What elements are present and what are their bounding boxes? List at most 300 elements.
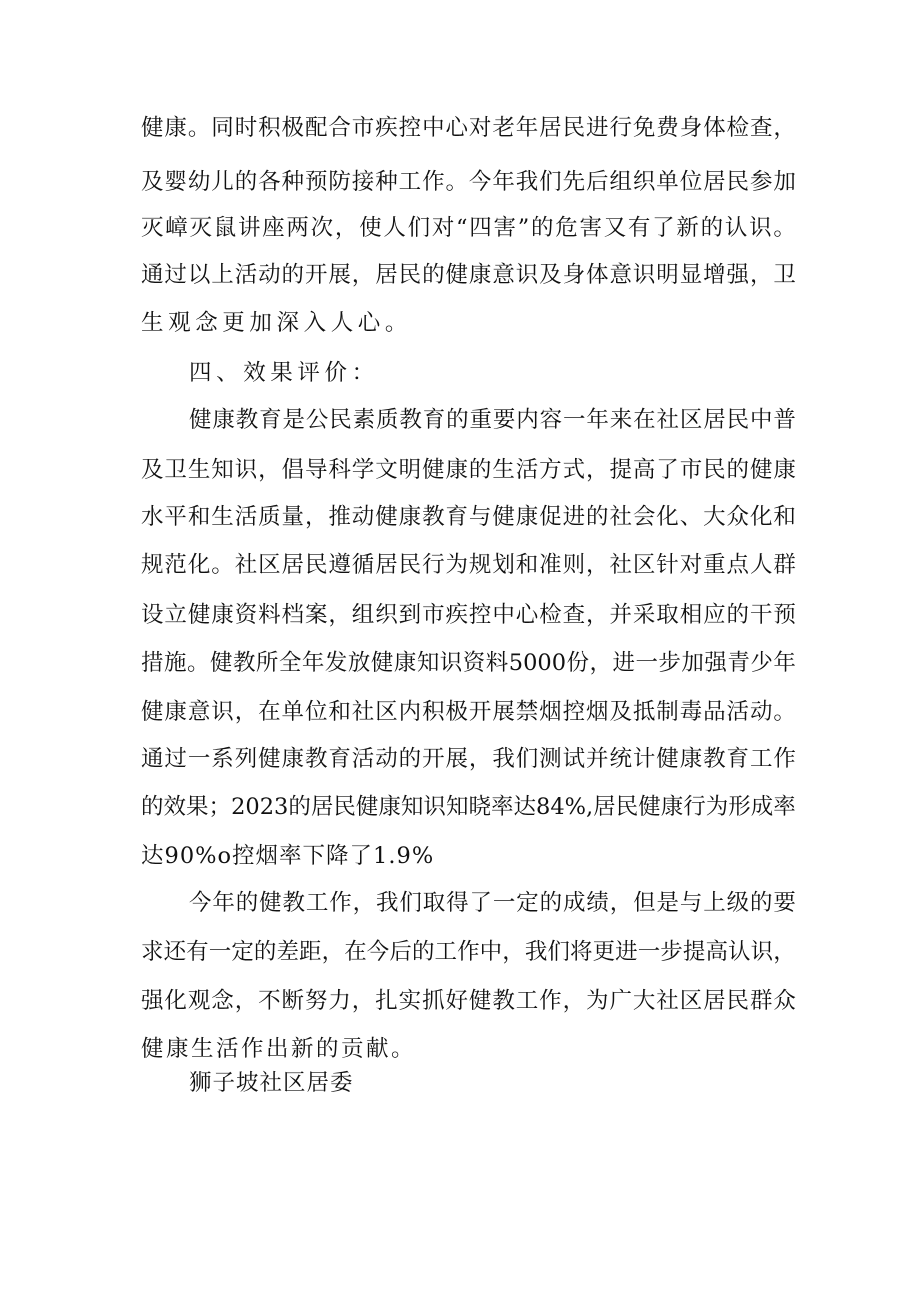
glyph: 质 xyxy=(376,407,399,433)
glyph: 卫 xyxy=(773,262,796,288)
text-line xyxy=(141,748,796,771)
glyph: 扎 xyxy=(375,988,398,1014)
glyph: 开 xyxy=(468,699,492,725)
glyph: 广 xyxy=(609,988,632,1014)
glyph: 费 xyxy=(656,115,679,141)
glyph: 工 xyxy=(515,988,539,1014)
glyph: 对 xyxy=(679,552,703,578)
glyph: 时 xyxy=(234,115,258,141)
glyph: 工 xyxy=(305,890,329,916)
glyph: 活 xyxy=(726,699,750,725)
glyph: 鼠 xyxy=(213,215,237,241)
glyph: 通 xyxy=(141,746,164,772)
glyph: 动 xyxy=(351,504,375,530)
glyph: 们 xyxy=(547,939,570,965)
glyph: ， xyxy=(586,602,609,628)
glyph: 次 xyxy=(310,215,334,241)
glyph: 案 xyxy=(304,602,328,628)
glyph: 识 xyxy=(211,699,234,725)
glyph: 公 xyxy=(305,407,329,433)
glyph: 疾 xyxy=(375,115,398,141)
glyph: 的 xyxy=(539,890,563,916)
glyph: 织 xyxy=(632,169,656,195)
glyph: 识 xyxy=(750,939,774,965)
glyph: 的 xyxy=(422,262,445,288)
glyph: 居 xyxy=(703,169,726,195)
glyph: 教 xyxy=(282,890,306,916)
glyph: 晓 xyxy=(468,794,491,820)
glyph: 使 xyxy=(359,215,382,241)
glyph: 的 xyxy=(235,890,259,916)
glyph: 我 xyxy=(524,939,548,965)
glyph: 统 xyxy=(609,746,632,772)
glyph: 资 xyxy=(462,650,486,676)
glyph: 居 xyxy=(539,115,562,141)
glyph: 们 xyxy=(515,746,539,772)
glyph: 来 xyxy=(609,407,633,433)
glyph: 健 xyxy=(375,504,398,530)
glyph: 一 xyxy=(492,890,516,916)
glyph: 作 xyxy=(773,746,796,772)
text-line: 健康生活作出新的贡献。 xyxy=(141,1036,417,1062)
glyph: 采 xyxy=(632,602,656,628)
glyph: 工 xyxy=(398,169,422,195)
glyph: 会 xyxy=(632,504,656,530)
glyph: 康 xyxy=(468,262,492,288)
text-line xyxy=(141,217,796,240)
glyph: 作 xyxy=(422,169,445,195)
glyph: 烟 xyxy=(586,699,609,725)
glyph: 康 xyxy=(773,457,796,483)
glyph: 年 xyxy=(492,169,515,195)
glyph: 相 xyxy=(679,602,703,628)
glyph: 作 xyxy=(329,890,352,916)
glyph: 民 xyxy=(726,988,750,1014)
glyph: 了 xyxy=(469,890,493,916)
glyph: 市 xyxy=(351,115,375,141)
glyph: 康 xyxy=(660,794,684,820)
glyph: 健 xyxy=(209,650,233,676)
glyph: 重 xyxy=(469,407,493,433)
glyph: 展 xyxy=(492,699,515,725)
glyph: 导 xyxy=(304,457,328,483)
glyph: 的 xyxy=(726,457,750,483)
glyph: 则 xyxy=(562,552,586,578)
glyph: 作 xyxy=(457,939,480,965)
glyph: 化 xyxy=(656,504,679,530)
glyph: 平 xyxy=(164,504,187,530)
glyph: 。 xyxy=(186,650,210,676)
glyph: 的 xyxy=(234,169,258,195)
glyph: 识 xyxy=(234,457,258,483)
glyph: 识 xyxy=(632,262,656,288)
glyph: 学 xyxy=(351,457,375,483)
glyph: 民 xyxy=(398,552,422,578)
glyph: 居 xyxy=(703,988,726,1014)
glyph: 进 xyxy=(586,115,609,141)
glyph: 生 xyxy=(492,457,515,483)
glyph: 科 xyxy=(328,457,351,483)
glyph: 健 xyxy=(258,746,281,772)
glyph: 行 xyxy=(609,115,632,141)
glyph: 讲 xyxy=(237,215,261,241)
glyph: 针 xyxy=(656,552,679,578)
glyph: 康 xyxy=(378,794,401,820)
glyph: 进 xyxy=(612,650,635,676)
glyph: 民 xyxy=(304,552,328,578)
glyph: 制 xyxy=(656,699,679,725)
glyph: 健 xyxy=(141,115,164,141)
glyph: 意 xyxy=(492,262,515,288)
glyph: 们 xyxy=(407,215,431,241)
glyph: 识 xyxy=(439,650,463,676)
glyph: 级 xyxy=(726,890,750,916)
glyph: 一 xyxy=(563,407,586,433)
glyph: 动 xyxy=(375,746,398,772)
glyph: 成 xyxy=(563,890,586,916)
glyph: 中 xyxy=(422,115,445,141)
glyph: 进 xyxy=(562,504,586,530)
glyph: 身 xyxy=(679,115,703,141)
glyph: 康 xyxy=(212,407,235,433)
glyph: 设 xyxy=(141,602,164,628)
glyph: 质 xyxy=(258,504,281,530)
glyph: 年 xyxy=(301,650,325,676)
glyph: 有 xyxy=(627,215,651,241)
glyph: 不 xyxy=(258,988,281,1014)
glyph: 认 xyxy=(728,939,751,965)
glyph: 健 xyxy=(141,699,164,725)
glyph: 实 xyxy=(398,988,422,1014)
glyph: ， xyxy=(609,890,633,916)
glyph: ， xyxy=(502,939,525,965)
glyph: 努 xyxy=(304,988,328,1014)
glyph: 还 xyxy=(163,939,187,965)
glyph: 的 xyxy=(253,939,277,965)
glyph: 体 xyxy=(703,115,726,141)
glyph: 抓 xyxy=(422,988,445,1014)
glyph: 民 xyxy=(615,794,639,820)
glyph: 内 xyxy=(398,699,422,725)
glyph: 预 xyxy=(773,602,796,628)
glyph: 健 xyxy=(638,794,661,820)
glyph: 极 xyxy=(281,115,305,141)
glyph: 倡 xyxy=(281,457,305,483)
glyph: 提 xyxy=(609,457,632,483)
glyph: 害 xyxy=(579,215,602,241)
glyph: 的 xyxy=(446,407,469,433)
glyph: 社 xyxy=(609,504,632,530)
glyph: 灭 xyxy=(141,215,164,241)
glyph: 过 xyxy=(164,262,187,288)
glyph: 民 xyxy=(726,169,750,195)
glyph: 干 xyxy=(749,602,773,628)
glyph: 控 xyxy=(562,699,586,725)
glyph: 动 xyxy=(749,699,773,725)
glyph: 组 xyxy=(351,602,375,628)
glyph: 效 xyxy=(163,794,187,820)
glyph: 中 xyxy=(492,602,515,628)
glyph: 同 xyxy=(211,115,234,141)
glyph: 民 xyxy=(726,407,750,433)
glyph: 今 xyxy=(366,939,390,965)
glyph: 大 xyxy=(632,988,656,1014)
glyph: ， xyxy=(234,988,258,1014)
glyph: 我 xyxy=(515,169,539,195)
glyph: 教 xyxy=(232,650,256,676)
glyph: ， xyxy=(749,262,773,288)
glyph: 对 xyxy=(431,215,455,241)
glyph: 划 xyxy=(492,552,515,578)
glyph: 求 xyxy=(141,939,164,965)
glyph: 年 xyxy=(212,890,235,916)
glyph: 防 xyxy=(328,169,351,195)
glyph: 作 xyxy=(539,988,562,1014)
glyph: 毒 xyxy=(679,699,703,725)
glyph: 工 xyxy=(434,939,458,965)
glyph: 我 xyxy=(376,890,399,916)
glyph: 遵 xyxy=(328,552,351,578)
glyph: 及 xyxy=(141,457,164,483)
glyph: ， xyxy=(773,939,796,965)
glyph: 但 xyxy=(633,890,656,916)
glyph: 危 xyxy=(555,215,578,241)
glyph: 区 xyxy=(258,552,281,578)
glyph: 的 xyxy=(750,890,773,916)
glyph: 又 xyxy=(603,215,627,241)
glyph: 以 xyxy=(187,262,211,288)
text-line xyxy=(141,652,796,675)
glyph: 嶂 xyxy=(165,215,188,241)
glyph: 体 xyxy=(586,262,609,288)
glyph: 。 xyxy=(187,115,211,141)
glyph: 老 xyxy=(492,115,515,141)
glyph: 健 xyxy=(445,262,468,288)
glyph: 素 xyxy=(352,407,376,433)
glyph: 的 xyxy=(726,602,750,628)
glyph: 84%, xyxy=(536,794,594,820)
glyph: 和 xyxy=(773,504,796,530)
glyph: ， xyxy=(328,602,351,628)
glyph: 区 xyxy=(679,988,703,1014)
glyph: 得 xyxy=(446,890,469,916)
glyph: 展 xyxy=(328,262,351,288)
glyph: 的 xyxy=(411,939,435,965)
glyph: 一 xyxy=(208,939,232,965)
glyph: 并 xyxy=(609,602,632,628)
glyph: 文 xyxy=(375,457,398,483)
glyph: 我 xyxy=(492,746,515,772)
glyph: ， xyxy=(258,457,281,483)
glyph: 强 xyxy=(726,262,750,288)
glyph: 的 xyxy=(586,504,609,530)
glyph: 中 xyxy=(750,407,773,433)
glyph: 上 xyxy=(703,890,726,916)
glyph: 意 xyxy=(187,699,211,725)
text-line xyxy=(141,264,796,287)
glyph: 到 xyxy=(398,602,422,628)
glyph: 区 xyxy=(375,699,398,725)
glyph: 施 xyxy=(163,650,187,676)
glyph: 品 xyxy=(703,699,726,725)
glyph: 定 xyxy=(231,939,254,965)
glyph: ， xyxy=(334,215,358,241)
glyph: 的 xyxy=(398,746,422,772)
text-line xyxy=(141,941,796,964)
glyph: 显 xyxy=(679,262,703,288)
glyph: 要 xyxy=(773,890,796,916)
glyph: 接 xyxy=(351,169,375,195)
glyph: 中 xyxy=(479,939,503,965)
glyph: 教 xyxy=(304,746,328,772)
glyph: 四 xyxy=(469,215,492,241)
glyph: 健 xyxy=(468,988,492,1014)
glyph: 心 xyxy=(445,115,468,141)
glyph: 教 xyxy=(235,407,259,433)
glyph: 准 xyxy=(539,552,562,578)
glyph: 好 xyxy=(445,988,468,1014)
glyph: 距 xyxy=(299,939,322,965)
glyph: 断 xyxy=(281,988,305,1014)
glyph: 单 xyxy=(281,699,305,725)
glyph: 活 xyxy=(515,457,539,483)
glyph: 在 xyxy=(258,699,281,725)
glyph: 区 xyxy=(679,407,703,433)
glyph: 查 xyxy=(562,602,586,628)
glyph: 们 xyxy=(539,169,562,195)
glyph: 种 xyxy=(281,169,305,195)
glyph: 有 xyxy=(186,939,209,965)
glyph: 社 xyxy=(609,552,632,578)
glyph: 康 xyxy=(445,457,468,483)
glyph: 康 xyxy=(398,504,422,530)
glyph: 的 xyxy=(141,794,164,820)
glyph: 规 xyxy=(468,552,492,578)
glyph: 新 xyxy=(676,215,699,241)
glyph: 害 xyxy=(493,215,517,241)
glyph: ， xyxy=(586,552,609,578)
glyph: 育 xyxy=(422,407,446,433)
glyph: 系 xyxy=(211,746,234,772)
glyph: ， xyxy=(589,650,612,676)
glyph: ， xyxy=(351,262,375,288)
glyph: 众 xyxy=(773,988,796,1014)
glyph: ， xyxy=(352,890,376,916)
glyph: 民 xyxy=(703,457,726,483)
glyph: 健 xyxy=(259,890,282,916)
glyph: 位 xyxy=(304,699,328,725)
glyph: 加 xyxy=(773,169,796,195)
glyph: 生 xyxy=(211,504,234,530)
glyph: ， xyxy=(468,746,492,772)
glyph: 展 xyxy=(445,746,468,772)
glyph: 认 xyxy=(724,215,748,241)
glyph: 种 xyxy=(375,169,398,195)
glyph: 今 xyxy=(468,169,492,195)
glyph: 强 xyxy=(704,650,727,676)
glyph: 知 xyxy=(400,794,424,820)
glyph: 了 xyxy=(656,457,679,483)
glyph: 内 xyxy=(516,407,539,433)
glyph: 资 xyxy=(234,602,258,628)
glyph: 提 xyxy=(682,939,706,965)
glyph: 疾 xyxy=(445,602,468,628)
glyph: 取 xyxy=(656,602,679,628)
glyph: 化 xyxy=(749,504,773,530)
glyph: 教 xyxy=(703,746,726,772)
text-line xyxy=(141,990,796,1013)
glyph: 的 xyxy=(530,215,554,241)
glyph: 参 xyxy=(749,169,773,195)
glyph: 禁 xyxy=(515,699,539,725)
glyph: 范 xyxy=(164,552,187,578)
glyph: 座 xyxy=(262,215,285,241)
glyph: 为 xyxy=(586,988,609,1014)
glyph: 康 xyxy=(211,602,234,628)
glyph: 后 xyxy=(586,169,609,195)
glyph: 促 xyxy=(539,504,562,530)
glyph: 健 xyxy=(189,407,212,433)
glyph: 重 xyxy=(703,552,726,578)
glyph: 方 xyxy=(539,457,562,483)
glyph: 居 xyxy=(375,552,398,578)
glyph: 积 xyxy=(258,115,281,141)
glyph: 和 xyxy=(328,699,351,725)
glyph: 。 xyxy=(773,215,796,241)
glyph: 识 xyxy=(749,215,772,241)
text-line xyxy=(141,117,796,140)
glyph: 康 xyxy=(164,115,187,141)
glyph: 意 xyxy=(609,262,632,288)
glyph: 教 xyxy=(492,988,515,1014)
glyph: 规 xyxy=(141,552,164,578)
glyph: 的 xyxy=(468,457,492,483)
glyph: 一 xyxy=(187,746,211,772)
glyph: 后 xyxy=(389,939,412,965)
glyph: 化 xyxy=(187,552,211,578)
glyph: 更 xyxy=(592,939,616,965)
text-line xyxy=(189,892,796,915)
glyph: 民 xyxy=(562,115,586,141)
glyph: 水 xyxy=(141,504,164,530)
glyph: 健 xyxy=(749,457,773,483)
glyph: 化 xyxy=(164,988,187,1014)
glyph: ， xyxy=(321,939,345,965)
glyph: 居 xyxy=(375,262,398,288)
glyph: 教 xyxy=(399,407,422,433)
glyph: 加 xyxy=(681,650,704,676)
glyph: 并 xyxy=(586,746,609,772)
glyph: 及 xyxy=(609,699,632,725)
text-line xyxy=(141,604,796,627)
glyph: 、 xyxy=(679,504,703,530)
text-line xyxy=(141,506,796,529)
glyph: 行 xyxy=(683,794,706,820)
glyph: 开 xyxy=(422,746,445,772)
glyph: ， xyxy=(562,988,586,1014)
glyph: 识 xyxy=(423,794,446,820)
glyph: 活 xyxy=(351,746,375,772)
glyph: 行 xyxy=(422,552,445,578)
glyph: 增 xyxy=(703,262,726,288)
glyph: 生 xyxy=(187,457,211,483)
glyph: 组 xyxy=(609,169,632,195)
glyph: 教 xyxy=(422,504,445,530)
glyph: 普 xyxy=(773,407,796,433)
glyph: ” xyxy=(517,215,530,241)
glyph: 康 xyxy=(515,504,539,530)
glyph: 健 xyxy=(656,746,679,772)
